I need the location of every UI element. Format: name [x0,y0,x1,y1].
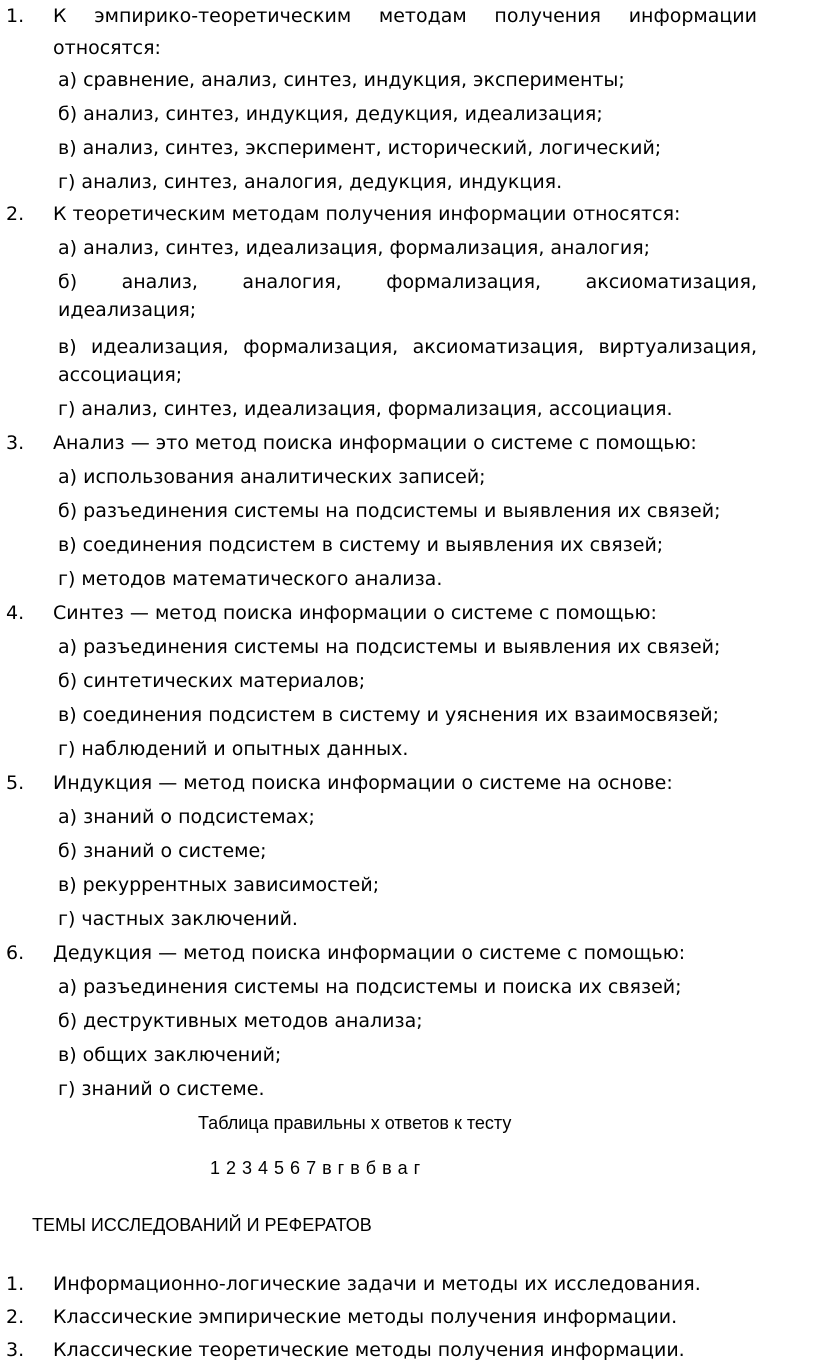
topic-number: 1. [6,1273,25,1295]
answer-option-v: в) общих заключений; [58,1044,282,1066]
question-stem: Дедукция — метод поиска информации о системе с помощью: [53,942,686,964]
question-stem: Индукция — метод поиска информации о системе на основе: [53,772,673,794]
topic-text: Классические теоретические методы получения информации. [53,1339,685,1361]
topics-heading: ТЕМЫ ИССЛЕДОВАНИЙ И РЕФЕРАТОВ [32,1215,372,1235]
answer-option-b: б) синтетических материалов; [58,670,366,692]
answers-table-row: 1 2 3 4 5 6 7 в г в б в а г [210,1158,421,1178]
answer-option-a: а) знаний о подсистемах; [58,806,315,828]
answer-option-b: б) анализ, синтез, индукция, дедукция, идеализация; [58,103,603,125]
answer-option-a: а) сравнение, анализ, синтез, индукция, эксперименты; [58,69,625,91]
question-number: 6. [6,942,25,964]
question-stem: Синтез — метод поиска информации о системе с помощью: [53,602,657,624]
answer-option-v: в) анализ, синтез, эксперимент, исторический, логический; [58,137,662,159]
answer-option-g: г) анализ, синтез, аналогия, дедукция, индукция. [58,171,563,193]
question-number: 4. [6,602,25,624]
topic-text: Классические эмпирические методы получения информации. [53,1306,678,1328]
answer-option-b-continuation: идеализация; [58,299,197,321]
question-number: 1. [6,5,25,27]
answer-option-v: в) соединения подсистем в систему и уяснения их взаимосвязей; [58,704,720,726]
answer-option-a: а) анализ, синтез, идеализация, формализация, аналогия; [58,237,651,259]
question-stem-continuation: относятся: [53,37,161,59]
answer-option-b: б) разъединения системы на подсистемы и выявления их связей; [58,500,721,522]
question-number: 3. [6,432,25,454]
answer-option-a: а) использования аналитических записей; [58,466,486,488]
question-number: 5. [6,772,25,794]
answer-option-g: г) наблюдений и опытных данных. [58,738,409,760]
question-stem: К эмпирико-теоретическим методам получения информации [53,5,757,27]
answer-option-v: в) соединения подсистем в систему и выявления их связей; [58,534,664,556]
answer-option-g: г) знаний о системе. [58,1078,265,1100]
topic-number: 2. [6,1306,25,1328]
answer-option-g: г) анализ, синтез, идеализация, формализация, ассоциация. [58,398,673,420]
answer-option-v: в) идеализация, формализация, аксиоматизация, виртуализация, [58,336,757,358]
answer-option-a: а) разъединения системы на подсистемы и поиска их связей; [58,976,682,998]
answer-option-b: б) анализ, аналогия, формализация, аксиоматизация, [58,271,757,293]
answer-option-a: а) разъединения системы на подсистемы и выявления их связей; [58,636,721,658]
question-stem: К теоретическим методам получения информации относятся: [53,203,681,225]
topic-number: 3. [6,1339,25,1361]
answer-option-b: б) деструктивных методов анализа; [58,1010,423,1032]
answer-option-g: г) частных заключений. [58,908,298,930]
question-number: 2. [6,203,25,225]
answer-option-v: в) рекуррентных зависимостей; [58,874,380,896]
answer-option-b: б) знаний о системе; [58,840,267,862]
topic-text: Информационно-логические задачи и методы их исследования. [53,1273,701,1295]
question-stem: Анализ — это метод поиска информации о системе с помощью: [53,432,697,454]
answer-option-v-continuation: ассоциация; [58,364,183,386]
answer-option-g: г) методов математического анализа. [58,568,443,590]
answers-table-title: Таблица правильны х ответов к тесту [198,1113,512,1133]
